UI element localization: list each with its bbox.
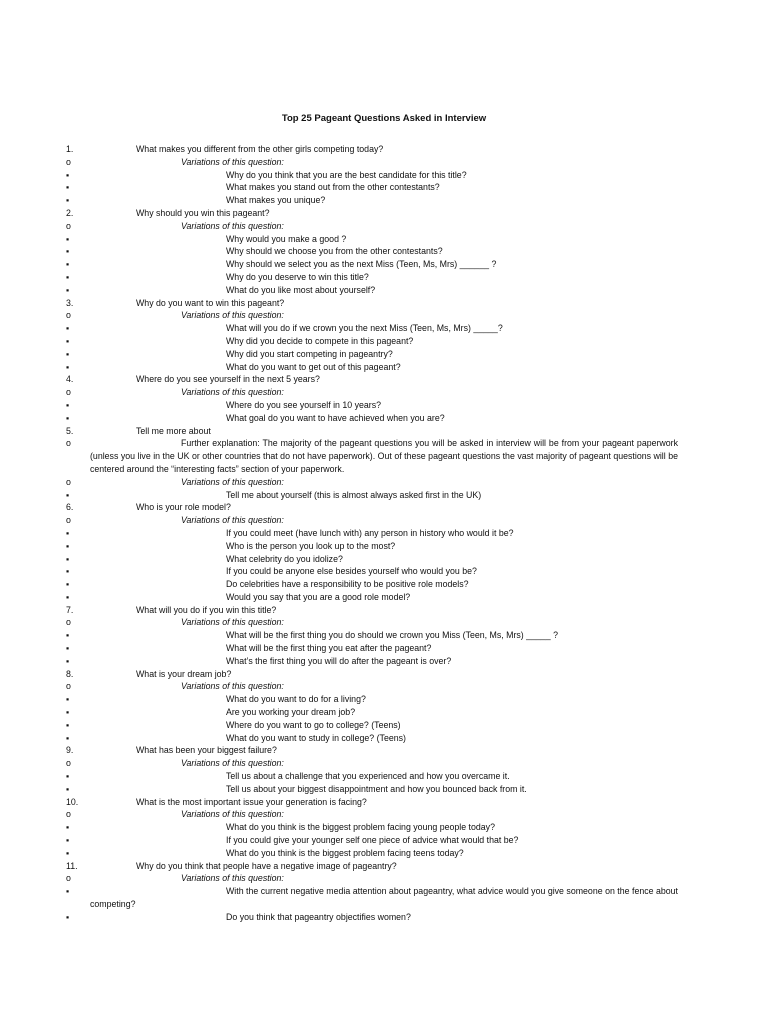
variation-item — [66, 655, 678, 668]
question-list — [66, 143, 678, 924]
variations-heading — [66, 156, 678, 169]
item-number: 5. — [66, 425, 74, 436]
item-text: If you could give your younger self one piece of advice what would that be? — [226, 835, 519, 846]
item-text: If you could meet (have lunch with) any person in history who would it be? — [226, 527, 514, 538]
item-text: What makes you unique? — [226, 195, 326, 206]
item-text: Why do you think that you are the best candidate for this title? — [226, 169, 467, 180]
item-text: What celebrity do you idolize? — [226, 553, 343, 564]
item-number: 3. — [66, 297, 74, 308]
item-text: Why would you make a good ? — [226, 233, 347, 244]
item-text: What do you want to get out of this pageant? — [226, 361, 401, 372]
explanation-paragraph — [66, 437, 678, 475]
item-text: What’s the first thing you will do after the pageant is over? — [226, 655, 452, 666]
item-text: Variations of this question: — [181, 476, 284, 487]
variation-item — [66, 169, 678, 182]
variation-item — [66, 821, 678, 834]
item-text: Who is your role model? — [136, 502, 231, 513]
variation-item — [66, 693, 678, 706]
variations-heading — [66, 757, 678, 770]
item-text: What do you want to do for a living? — [226, 694, 366, 705]
variation-item — [66, 540, 678, 553]
bullet-marker: ▪ — [66, 886, 70, 897]
item-text: Variations of this question: — [181, 758, 284, 769]
item-text: Variations of this question: — [181, 310, 284, 321]
item-text: Variations of this question: — [181, 873, 284, 884]
variation-item — [66, 348, 678, 361]
item-text: Tell me more about — [136, 425, 211, 436]
variation-item — [66, 847, 678, 860]
variation-item — [66, 361, 678, 374]
item-text: What is your dream job? — [136, 668, 232, 679]
bullet-marker: ▪ — [66, 732, 70, 743]
variation-item — [66, 489, 678, 502]
bullet-marker: ▪ — [66, 259, 70, 270]
variation-item — [66, 399, 678, 412]
variations-heading — [66, 808, 678, 821]
item-text: Tell me about yourself (this is almost always asked first in the UK) — [226, 489, 482, 500]
question-item — [66, 297, 678, 310]
bullet-marker: ▪ — [66, 169, 70, 180]
variations-heading — [66, 872, 678, 885]
item-number: 10. — [66, 796, 79, 807]
variation-item — [66, 322, 678, 335]
bullet-marker: ▪ — [66, 527, 70, 538]
bullet-marker: ▪ — [66, 361, 70, 372]
bullet-marker: ▪ — [66, 911, 70, 922]
bullet-marker: ▪ — [66, 707, 70, 718]
bullet-marker: ▪ — [66, 579, 70, 590]
variation-item — [66, 706, 678, 719]
variation-item — [66, 783, 678, 796]
item-text: Who is the person you look up to the most? — [226, 540, 396, 551]
question-item — [66, 604, 678, 617]
bullet-marker: o — [66, 515, 71, 526]
bullet-marker: ▪ — [66, 195, 70, 206]
variation-item — [66, 335, 678, 348]
bullet-marker: ▪ — [66, 783, 70, 794]
variations-heading — [66, 476, 678, 489]
item-text: Variations of this question: — [181, 681, 284, 692]
item-text: Why do you deserve to win this title? — [226, 271, 369, 282]
bullet-marker: o — [66, 681, 71, 692]
document-title: Top 25 Pageant Questions Asked in Interview — [281, 113, 487, 124]
item-text: Where do you want to go to college? (Teens) — [226, 719, 401, 730]
bullet-marker: o — [66, 809, 71, 820]
item-number: 8. — [66, 668, 74, 679]
variation-item — [66, 553, 678, 566]
item-text: What has been your biggest failure? — [136, 745, 277, 756]
bullet-marker: ▪ — [66, 566, 70, 577]
variations-heading — [66, 616, 678, 629]
bullet-marker: o — [66, 156, 71, 167]
item-text: Why do you think that people have a negative image of pageantry? — [136, 860, 397, 871]
variations-heading — [66, 309, 678, 322]
item-text: What makes you different from the other girls competing today? — [136, 144, 384, 154]
item-text: Would you say that you are a good role model? — [226, 591, 411, 602]
variation-item — [66, 527, 678, 540]
variation-item — [66, 412, 678, 425]
item-text: What will you do if you win this title? — [136, 604, 277, 615]
bullet-marker: ▪ — [66, 643, 70, 654]
variation-item — [66, 258, 678, 271]
question-item — [66, 143, 678, 156]
variations-heading — [66, 386, 678, 399]
variation-item — [66, 271, 678, 284]
bullet-marker: ▪ — [66, 348, 70, 359]
item-text: Why should you win this pageant? — [136, 207, 270, 218]
question-item — [66, 425, 678, 438]
variation-item — [66, 770, 678, 783]
variations-heading — [66, 220, 678, 233]
variation-item — [66, 732, 678, 745]
item-text: What will you do if we crown you the next Miss (Teen, Ms, Mrs) _____? — [226, 323, 503, 334]
bullet-marker: ▪ — [66, 335, 70, 346]
item-text: Why did you start competing in pageantry? — [226, 348, 393, 359]
item-text: What do you want to study in college? (Teens) — [226, 732, 406, 743]
variation-item — [66, 284, 678, 297]
item-number: 1. — [66, 144, 74, 154]
bullet-marker: ▪ — [66, 591, 70, 602]
variation-item — [66, 245, 678, 258]
item-text: Where do you see yourself in the next 5 years? — [136, 374, 320, 385]
bullet-marker: ▪ — [66, 233, 70, 244]
item-text: Tell us about a challenge that you experienced and how you overcame it. — [226, 771, 510, 782]
bullet-marker: ▪ — [66, 630, 70, 641]
variation-item — [66, 233, 678, 246]
bullet-marker: o — [66, 220, 71, 231]
question-item — [66, 501, 678, 514]
variations-heading — [66, 680, 678, 693]
item-text: Variations of this question: — [181, 617, 284, 628]
bullet-marker: o — [66, 758, 71, 769]
question-item — [66, 744, 678, 757]
item-text: Variations of this question: — [181, 515, 284, 526]
item-text: What makes you stand out from the other contestants? — [226, 182, 440, 193]
item-number: 11. — [66, 860, 78, 871]
variations-heading — [66, 514, 678, 527]
item-text: With the current negative media attention about pageantry, what advice would you give someone on the fence about competing? — [90, 886, 678, 910]
item-text: Why do you want to win this pageant? — [136, 297, 285, 308]
question-item — [66, 373, 678, 386]
item-text: Do you think that pageantry objectifies women? — [226, 911, 411, 922]
bullet-marker: ▪ — [66, 246, 70, 257]
item-text: Why did you decide to compete in this pageant? — [226, 335, 414, 346]
item-text: Are you working your dream job? — [226, 707, 356, 718]
item-number: 7. — [66, 604, 74, 615]
bullet-marker: o — [66, 387, 71, 398]
question-item — [66, 796, 678, 809]
bullet-marker: ▪ — [66, 540, 70, 551]
item-text: What do you think is the biggest problem facing teens today? — [226, 847, 464, 858]
bullet-marker: ▪ — [66, 399, 70, 410]
item-text: Variations of this question: — [181, 387, 284, 398]
variation-item — [66, 591, 678, 604]
bullet-marker: o — [66, 873, 71, 884]
item-text: Where do you see yourself in 10 years? — [226, 399, 382, 410]
variation-item — [66, 834, 678, 847]
variation-item — [66, 629, 678, 642]
question-item — [66, 860, 678, 873]
variation-item — [66, 578, 678, 591]
item-text: Variations of this question: — [181, 156, 284, 167]
item-text: What will be the first thing you do should we crown you Miss (Teen, Ms, Mrs) _____ ? — [226, 630, 558, 641]
item-text: If you could be anyone else besides yourself who would you be? — [226, 566, 477, 577]
item-text: What will be the first thing you eat after the pageant? — [226, 643, 432, 654]
variation-item — [66, 885, 678, 911]
bullet-marker: ▪ — [66, 719, 70, 730]
question-item — [66, 668, 678, 681]
bullet-marker: o — [66, 438, 71, 449]
item-text: Why should we select you as the next Miss (Teen, Ms, Mrs) ______ ? — [226, 259, 497, 270]
bullet-marker: ▪ — [66, 847, 70, 858]
variation-item — [66, 194, 678, 207]
item-number: 4. — [66, 374, 74, 385]
item-text: Variations of this question: — [181, 809, 284, 820]
bullet-marker: ▪ — [66, 655, 70, 666]
bullet-marker: ▪ — [66, 271, 70, 282]
item-text: Do celebrities have a responsibility to be positive role models? — [226, 579, 469, 590]
variation-item — [66, 911, 678, 924]
item-text: Further explanation: The majority of the pageant questions you will be asked in interview will be from your pageant paperwork (unless you live in the UK or other countries that do not have paperwork). Out of these pageant questions the vast majority of pageant questions will be centered around the “interesting facts” section of your paperwork. — [90, 438, 678, 474]
variation-item — [66, 181, 678, 194]
bullet-marker: ▪ — [66, 182, 70, 193]
bullet-marker: ▪ — [66, 284, 70, 295]
bullet-marker: ▪ — [66, 835, 70, 846]
item-number: 6. — [66, 502, 74, 513]
bullet-marker: o — [66, 476, 71, 487]
variation-item — [66, 719, 678, 732]
bullet-marker: ▪ — [66, 771, 70, 782]
item-number: 9. — [66, 745, 74, 756]
variation-item — [66, 565, 678, 578]
item-text: What do you think is the biggest problem facing young people today? — [226, 822, 495, 833]
bullet-marker: ▪ — [66, 822, 70, 833]
bullet-marker: o — [66, 617, 71, 628]
item-text: Why should we choose you from the other contestants? — [226, 246, 443, 257]
variation-item — [66, 642, 678, 655]
item-text: Variations of this question: — [181, 220, 284, 231]
item-number: 2. — [66, 207, 74, 218]
item-text: Tell us about your biggest disappointment and how you bounced back from it. — [226, 783, 527, 794]
item-text: What do you like most about yourself? — [226, 284, 376, 295]
bullet-marker: o — [66, 310, 71, 321]
item-text: What goal do you want to have achieved when you are? — [226, 412, 445, 423]
item-text: What is the most important issue your generation is facing? — [136, 796, 367, 807]
bullet-marker: ▪ — [66, 489, 70, 500]
bullet-marker: ▪ — [66, 412, 70, 423]
bullet-marker: ▪ — [66, 323, 70, 334]
bullet-marker: ▪ — [66, 694, 70, 705]
bullet-marker: ▪ — [66, 553, 70, 564]
question-item — [66, 207, 678, 220]
